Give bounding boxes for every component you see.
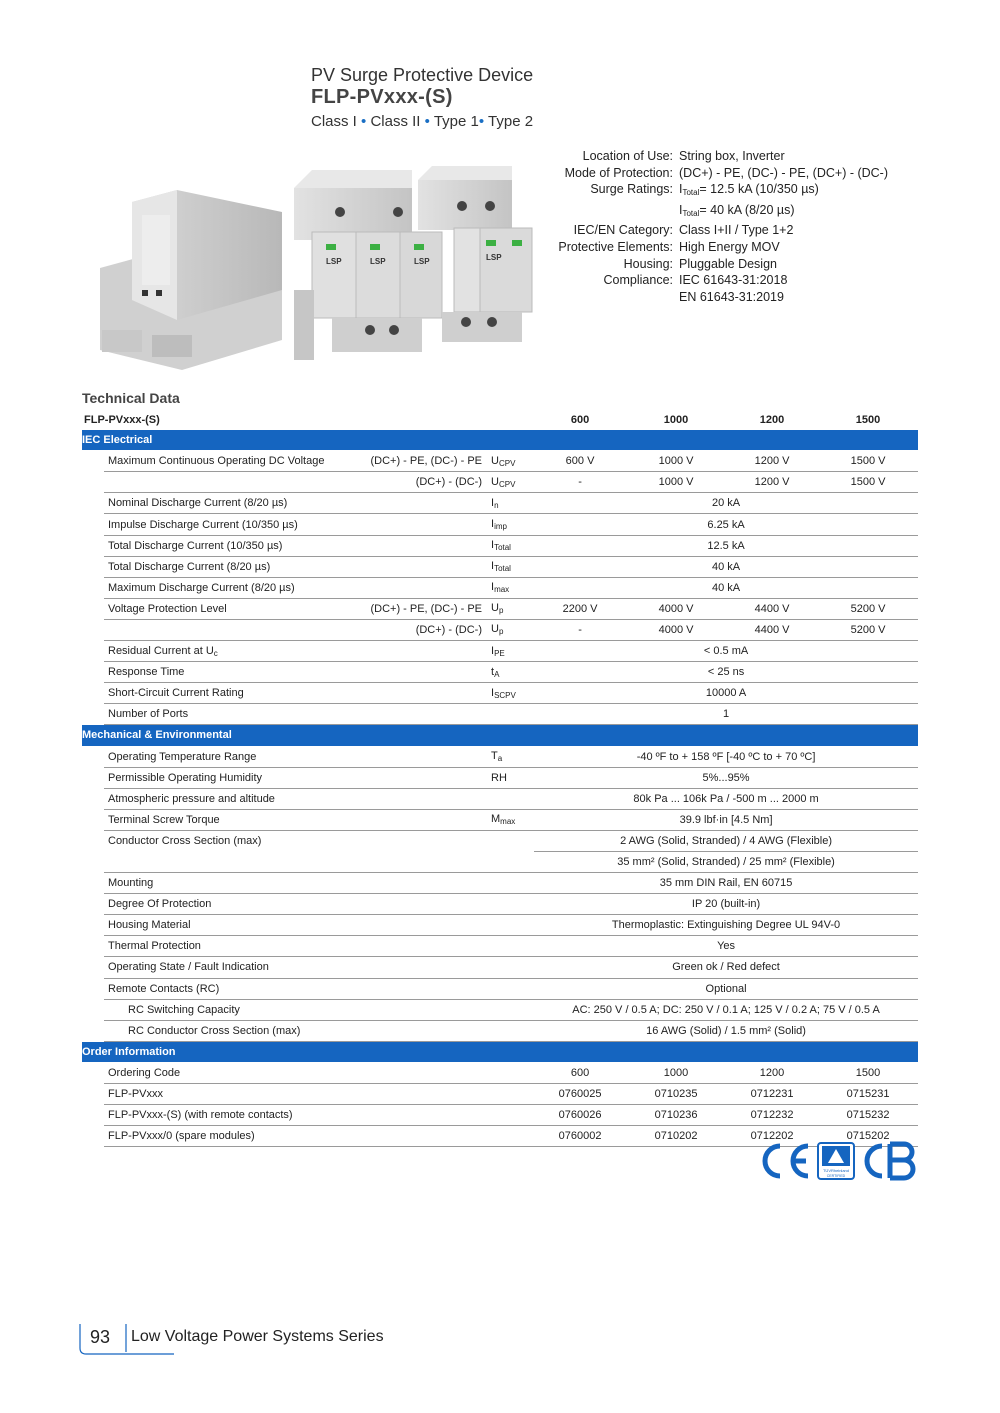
row-label: Remote Contacts (RC) (104, 978, 488, 999)
value-cell: 4000 V (626, 619, 726, 640)
row-qualifier (358, 641, 488, 662)
section-title: Order Information (82, 1041, 918, 1062)
technical-data-table (82, 410, 918, 1147)
value-cell: < 25 ns (534, 662, 918, 683)
value-cell: 1000 (626, 1062, 726, 1083)
value-cell: 1000 V (626, 472, 726, 493)
symbol-cell (488, 873, 534, 894)
row-label: RC Conductor Cross Section (max) (104, 1020, 488, 1041)
row-qualifier (358, 514, 488, 535)
symbol-cell: $I_{Total}$ (488, 556, 534, 577)
symbol-cell (488, 704, 534, 725)
row-label: Degree Of Protection (104, 894, 488, 915)
column-header: 600 (570, 414, 590, 427)
row-label: Maximum Discharge Current (8/20 µs) (104, 577, 358, 598)
value-cell: 1500 (818, 1062, 918, 1083)
row-label: Total Discharge Current (8/20 µs) (104, 556, 358, 577)
product-subtitle: PV Surge Protective Device (311, 65, 534, 85)
value-cell: 35 mm DIN Rail, EN 60715 (534, 873, 918, 894)
value-cell: 0760002 (534, 1126, 626, 1147)
value-cell: 0710202 (626, 1126, 726, 1147)
value-cell: 1 (534, 704, 918, 725)
table-row (82, 809, 918, 830)
value-cell: 2 AWG (Solid, Stranded) / 4 AWG (Flexible) (534, 830, 918, 851)
section-header (82, 1041, 918, 1062)
symbol-cell (488, 915, 534, 936)
value-cell: 40 kA (534, 556, 918, 577)
symbol-cell: $U_p$ (488, 619, 534, 640)
value-cell: 1000 V (626, 451, 726, 472)
value-cell: 35 mm² (Solid, Stranded) / 25 mm² (Flexible) (534, 851, 918, 872)
symbol-cell: $I_{Total}$ (488, 535, 534, 556)
certification-marks (758, 1140, 920, 1182)
table-row (82, 451, 918, 472)
value-cell: 1200 V (726, 472, 818, 493)
type-2: Type 2 (488, 113, 534, 130)
value-cell: 0760025 (534, 1084, 626, 1105)
value-cell: 1200 V (726, 451, 818, 472)
value-cell: 1500 V (818, 472, 918, 493)
value-cell: 10000 A (534, 683, 918, 704)
section-title: Mechanical & Environmental (82, 725, 918, 746)
table-row (82, 1084, 918, 1105)
class-2: Class II (370, 113, 421, 130)
symbol-cell (488, 978, 534, 999)
type-1: Type 1 (433, 113, 479, 130)
value-cell: < 0.5 mA (534, 641, 918, 662)
value-cell: 16 AWG (Solid) / 1.5 mm² (Solid) (534, 1020, 918, 1041)
table-row (82, 493, 918, 514)
table-row (82, 514, 918, 535)
spec-row: Mode of Protection: (DC+) - PE, (DC-) - PE, (DC+) - (DC-) (564, 165, 889, 180)
row-qualifier (358, 683, 488, 704)
table-row (82, 851, 918, 872)
spec-row: EN 61643-31:2019 (679, 289, 784, 304)
column-header: 1000 (663, 414, 689, 427)
table-row (82, 556, 918, 577)
row-label: Thermal Protection (104, 936, 488, 957)
row-label: Ordering Code (104, 1062, 534, 1083)
table-row (82, 873, 918, 894)
table-row (82, 830, 918, 851)
value-cell: 20 kA (534, 493, 918, 514)
row-label: Number of Ports (104, 704, 358, 725)
symbol-cell: $M_{max}$ (488, 809, 534, 830)
table-row (82, 936, 918, 957)
row-qualifier (358, 577, 488, 598)
value-cell: 2200 V (534, 598, 626, 619)
row-label: Short-Circuit Current Rating (104, 683, 358, 704)
table-row (82, 577, 918, 598)
symbol-cell (488, 999, 534, 1020)
row-label: Operating State / Fault Indication (104, 957, 488, 978)
table-row (82, 662, 918, 683)
value-cell: 0712231 (726, 1084, 818, 1105)
spec-row: $I_{Total}= 40$ kA (8/20 µs) (679, 202, 795, 218)
row-label: Voltage Protection Level (104, 598, 358, 619)
value-cell: IP 20 (built-in) (534, 894, 918, 915)
symbol-cell: $U_{CPV}$ (488, 451, 534, 472)
symbol-cell: $I_n$ (488, 493, 534, 514)
table-row (82, 915, 918, 936)
row-label: Impulse Discharge Current (10/350 µs) (104, 514, 358, 535)
symbol-cell: $t_A$ (488, 662, 534, 683)
row-qualifier (358, 704, 488, 725)
symbol-cell (488, 830, 534, 851)
row-label (104, 619, 358, 640)
model-header: FLP-PVxxx-(S) (84, 414, 160, 427)
table-row (82, 598, 918, 619)
symbol-cell (488, 1020, 534, 1041)
value-cell: Green ok / Red defect (534, 957, 918, 978)
value-cell: 12.5 kA (534, 535, 918, 556)
value-cell: -40 ºF to + 158 ºF [-40 ºC to + 70 ºC] (534, 746, 918, 767)
value-cell: 4000 V (626, 598, 726, 619)
table-row (82, 999, 918, 1020)
value-cell: 4400 V (726, 598, 818, 619)
row-qualifier: (DC+) - (DC-) (358, 472, 488, 493)
row-label: RC Switching Capacity (104, 999, 488, 1020)
row-qualifier (358, 662, 488, 683)
column-header-row (82, 410, 918, 430)
value-cell: 5%...95% (534, 767, 918, 788)
row-label: FLP-PVxxx (104, 1084, 534, 1105)
row-label (104, 851, 488, 872)
table-row (82, 704, 918, 725)
row-label: Mounting (104, 873, 488, 894)
column-header: 1200 (759, 414, 785, 427)
value-cell: Optional (534, 978, 918, 999)
table-row (82, 1105, 918, 1126)
row-qualifier (358, 535, 488, 556)
value-cell: 4400 V (726, 619, 818, 640)
row-label: Housing Material (104, 915, 488, 936)
value-cell: 0715202 (818, 1126, 918, 1147)
value-cell: Thermoplastic: Extinguishing Degree UL 94V-0 (534, 915, 918, 936)
series-title: Low Voltage Power Systems Series (131, 1328, 384, 1345)
row-qualifier (358, 493, 488, 514)
value-cell: 0715231 (818, 1084, 918, 1105)
section-header (82, 725, 918, 746)
bullet: • (478, 113, 485, 130)
symbol-cell: $U_{CPV}$ (488, 472, 534, 493)
symbol-cell (488, 788, 534, 809)
spec-row: Housing: Pluggable Design (623, 256, 777, 271)
row-label: FLP-PVxxx-(S) (with remote contacts) (104, 1105, 534, 1126)
section-title: IEC Electrical (82, 430, 918, 451)
table-row (82, 746, 918, 767)
row-label: Response Time (104, 662, 358, 683)
table-row (82, 472, 918, 493)
section-header (82, 430, 918, 451)
spec-row: Surge Ratings: $I_{Total}= 12.5$ kA (10/350 µs) (590, 182, 819, 198)
value-cell: 6.25 kA (534, 514, 918, 535)
table-row (82, 535, 918, 556)
row-label: FLP-PVxxx/0 (spare modules) (104, 1126, 534, 1147)
row-label: Permissible Operating Humidity (104, 767, 488, 788)
value-cell: 600 V (534, 451, 626, 472)
value-cell: 80k Pa ... 106k Pa / -500 m ... 2000 m (534, 788, 918, 809)
column-header: 1500 (855, 414, 881, 427)
value-cell: - (534, 619, 626, 640)
product-image (82, 140, 542, 372)
table-row (82, 788, 918, 809)
spec-row: IEC/EN Category: Class I+II / Type 1+2 (573, 223, 794, 238)
spec-list (540, 148, 888, 305)
table-row (82, 957, 918, 978)
value-cell: 5200 V (818, 598, 918, 619)
value-cell: 0712232 (726, 1105, 818, 1126)
bullet: • (424, 113, 430, 130)
table-row (82, 1020, 918, 1041)
symbol-cell (488, 936, 534, 957)
row-label: Total Discharge Current (10/350 µs) (104, 535, 358, 556)
value-cell: 1500 V (818, 451, 918, 472)
value-cell: 0710236 (626, 1105, 726, 1126)
symbol-cell: $I_{max}$ (488, 577, 534, 598)
row-label: Operating Temperature Range (104, 746, 488, 767)
symbol-cell: $I_{PE}$ (488, 641, 534, 662)
symbol-cell: $T_a$ (488, 746, 534, 767)
row-label: Terminal Screw Torque (104, 809, 488, 830)
brand-label: LSP (326, 257, 342, 266)
cb-mark-icon (867, 1144, 913, 1178)
page-number: 93 (90, 1327, 111, 1347)
row-qualifier: (DC+) - (DC-) (358, 619, 488, 640)
row-label: Maximum Continuous Operating DC Voltage (104, 451, 358, 472)
product-header (311, 64, 533, 133)
product-classes (311, 111, 533, 133)
value-cell: 1200 (726, 1062, 818, 1083)
symbol-cell: $U_p$ (488, 598, 534, 619)
value-cell: 0712202 (726, 1126, 818, 1147)
row-label (104, 472, 358, 493)
table-row (82, 683, 918, 704)
table-row (82, 767, 918, 788)
value-cell: Yes (534, 936, 918, 957)
technical-data-title: Technical Data (82, 390, 180, 406)
row-label: Conductor Cross Section (max) (108, 835, 262, 848)
table-row (82, 978, 918, 999)
value-cell: 39.9 lbf·in [4.5 Nm] (534, 809, 918, 830)
symbol-cell: RH (488, 767, 534, 788)
bullet: • (361, 113, 367, 130)
svg-text:CERTIFIED: CERTIFIED (826, 1174, 846, 1178)
svg-text:TÜVRheinland: TÜVRheinland (822, 1168, 850, 1173)
brand-label: LSP (414, 257, 430, 266)
symbol-cell: $I_{SCPV}$ (488, 683, 534, 704)
table-row (82, 641, 918, 662)
value-cell: - (534, 472, 626, 493)
brand-label: LSP (370, 257, 386, 266)
row-label: Nominal Discharge Current (8/20 µs) (104, 493, 358, 514)
spec-row: Compliance: IEC 61643-31:2018 (603, 273, 788, 288)
symbol-cell: $I_{imp}$ (488, 514, 534, 535)
table-row (82, 1062, 918, 1083)
value-cell: 5200 V (818, 619, 918, 640)
value-cell: 600 (534, 1062, 626, 1083)
row-qualifier (358, 556, 488, 577)
value-cell: AC: 250 V / 0.5 A; DC: 250 V / 0.1 A; 125 V / 0.2 A; 75 V / 0.5 A (534, 999, 918, 1020)
value-cell: 40 kA (534, 577, 918, 598)
row-qualifier: (DC+) - PE, (DC-) - PE (358, 451, 488, 472)
table-row (82, 894, 918, 915)
class-1: Class I (311, 113, 357, 130)
tuv-mark-icon (818, 1143, 854, 1179)
symbol-cell (488, 957, 534, 978)
base-unit (100, 190, 282, 370)
ce-mark-icon (765, 1146, 808, 1176)
value-cell: 0710235 (626, 1084, 726, 1105)
product-model: FLP-PVxxx-(S) (311, 86, 453, 108)
brand-label: LSP (486, 253, 502, 262)
table-row (82, 619, 918, 640)
row-qualifier: (DC+) - PE, (DC-) - PE (358, 598, 488, 619)
value-cell: 0760026 (534, 1105, 626, 1126)
spec-row: Location of Use: String box, Inverter (582, 149, 785, 163)
row-label: Residual Current at $U_c$ (104, 641, 358, 662)
symbol-cell (488, 851, 534, 872)
symbol-cell (488, 894, 534, 915)
value-cell: 0715232 (818, 1105, 918, 1126)
row-label: Atmospheric pressure and altitude (104, 788, 488, 809)
spec-row: Protective Elements: High Energy MOV (558, 239, 780, 254)
